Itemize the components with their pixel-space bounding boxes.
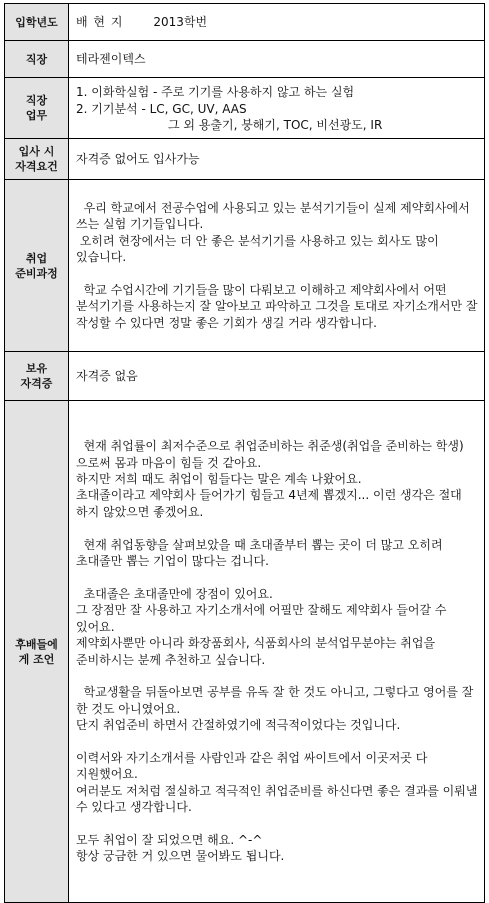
advice-paragraph-6: 그 장점만 잘 사용하고 자기소개서에 어필만 잘해도 제약회사 들어갈 수 있어요. — [76, 603, 451, 634]
advice-paragraph-12: 모두 취업이 잘 되었으면 해요. ^-^ — [76, 832, 263, 847]
advice-paragraph-11: 여러분도 저처럼 절실하고 적극적인 취업준비를 하신다면 좋은 결과를 이뤄낼 수 있다고 생각합니다. — [76, 783, 482, 815]
label-requirements: 입사 시 자격요건 — [5, 139, 69, 180]
advice-paragraph-2: 하지만 저희 때도 취업이 힘들다는 말은 계속 나왔어요. — [76, 472, 362, 487]
row-admission — [5, 4, 485, 41]
advice-paragraph-8: 학교생활을 뒤돌아보면 공부를 유독 잘 한 것도 아니고, 그렇다고 영어를 잘 한 것도 아니였어요. — [76, 685, 478, 716]
advice-paragraph-7: 제약회사뿐만 아니라 화장품회사, 식품회사의 분석업무분야는 취업을 준비하시는 분께 추천하고 싶습니다. — [76, 636, 439, 667]
preparation-paragraph-2: 오히려 현장에서는 더 안 좋은 분석기기를 사용하고 있는 회사도 많이 있습니다. — [76, 233, 443, 265]
requirements-value: 자격증 없어도 입사가능 — [69, 139, 485, 180]
row-certificates — [5, 352, 485, 401]
row-advice — [5, 401, 485, 903]
certificates-value: 자격증 없음 — [69, 352, 485, 401]
advice-paragraph-13: 항상 궁금한 거 있으면 물어봐도 됩니다. — [76, 849, 285, 864]
duty-item-2-detail: 그 외 용출기, 붕해기, TOC, 비선광도, IR — [168, 118, 383, 133]
student-name: 배 현 지 — [76, 14, 124, 29]
duty-item-2: 2. 기기분석 - LC, GC, UV, AAS — [76, 101, 247, 116]
duty-item-1: 1. 이화학실험 - 주로 기기를 사용하지 않고 하는 실험 — [76, 85, 355, 100]
label-advice: 후배들에 게 조언 — [5, 401, 69, 903]
advice-paragraph-5: 초대졸은 초대졸만에 장점이 있어요. — [76, 586, 273, 601]
admission-year-value: 2013학번 — [153, 14, 208, 29]
row-duties — [5, 78, 485, 139]
admission-value — [69, 4, 485, 41]
company-value: 테라젠이텍스 — [69, 41, 485, 78]
advice-paragraph-1: 현재 취업률이 최저수준으로 취업준비하는 취준생(취업을 준비하는 학생)으로써 몸과 마음이 힘들 것 같아요. — [76, 439, 464, 470]
advice-paragraph-10: 이력서와 자기소개서를 사람인과 같은 취업 싸이트에서 이곳저곳 다 지원했어요. — [76, 750, 432, 782]
advice-paragraph-3: 초대졸이라고 제약회사 들어가기 힘들고 4년제 뽑겠지... 이런 생각은 절대 하지 않았으면 좋겠어요. — [76, 488, 466, 519]
duties-value — [69, 78, 485, 139]
label-preparation: 취업 준비과정 — [5, 180, 69, 352]
label-company: 직장 — [5, 41, 69, 78]
preparation-value — [69, 180, 485, 352]
label-certificates: 보유 자격증 — [5, 352, 69, 401]
label-duties: 직장 업무 — [5, 78, 69, 139]
preparation-paragraph-1: 우리 학교에서 전공수업에 사용되고 있는 분석기기들이 실제 제약회사에서 쓰는 실험 기기들입니다. — [76, 200, 474, 232]
advice-value — [69, 401, 485, 903]
label-admission-year: 입학년도 — [5, 4, 69, 41]
graduate-profile-table — [4, 3, 485, 903]
row-company — [5, 41, 485, 78]
advice-paragraph-4: 현재 취업동향을 살펴보았을 때 초대졸부터 뽑는 곳이 더 많고 오히려 초대졸만 뽑는 기업이 많다는 겁니다. — [76, 537, 447, 569]
row-requirements — [5, 139, 485, 180]
preparation-paragraph-3: 학교 수업시간에 기기들을 많이 다뤄보고 이해하고 제약회사에서 어떤 분석기기를 사용하는지 잘 알아보고 파악하고 그것을 토대로 자기소개서만 잘 작성할 수 있다면 정말 좋은 기회가 생길 거라 생각합니다. — [76, 282, 482, 330]
row-preparation — [5, 180, 485, 352]
advice-paragraph-9: 단지 취업준비 하면서 간절하였기에 적극적이었다는 것입니다. — [76, 718, 401, 733]
